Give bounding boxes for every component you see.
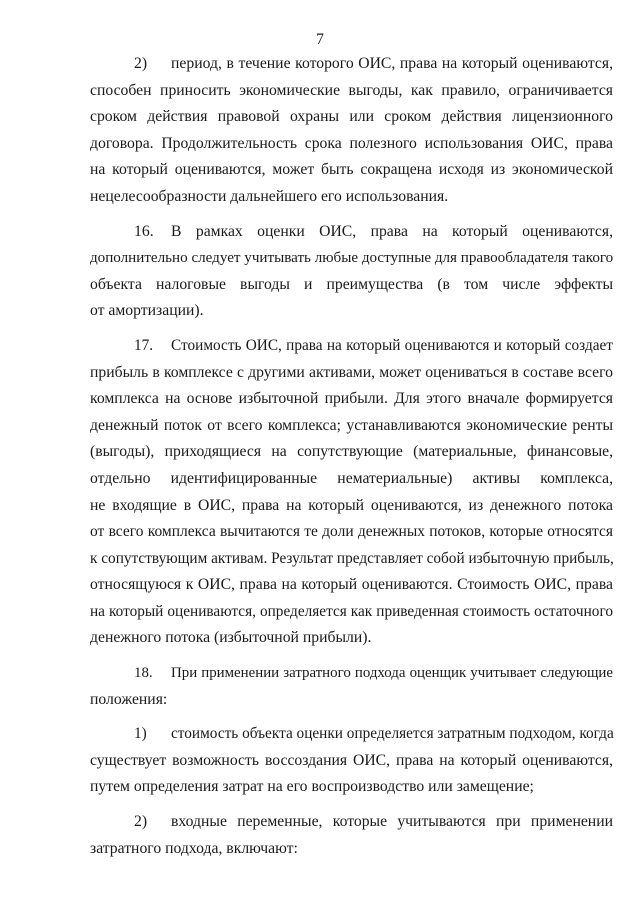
body-text (90, 51, 613, 870)
paragraph-line: путем определения затрат на его воспроизводство или замещение; (90, 778, 534, 796)
paragraph-line (90, 51, 613, 78)
paragraph-line: договора. Продолжительность срока полезного использования ОИС, права (90, 134, 613, 152)
paragraph-line: объекта налоговые выгоды и преимущества (в том числе эффекты (90, 275, 613, 293)
item-number: 2) (134, 55, 148, 72)
item-number: 16. (134, 222, 154, 240)
paragraph-line: положения: (90, 690, 168, 708)
paragraph-item-2-period (90, 51, 613, 211)
paragraph-line: сроком действия правовой охраны или сроком действия лицензионного (90, 108, 613, 126)
line-text: Стоимость ОИС, права на который оцениваются и который создает (171, 336, 613, 354)
paragraph-line: дополнительно следует учитывать любые доступные для правообладателя такого (90, 250, 614, 267)
item-number: 1) (134, 725, 147, 743)
line-text: В рамках оценки ОИС, права на который оцениваются, (171, 222, 613, 240)
item-number: 2) (134, 813, 148, 831)
paragraph-17 (90, 333, 613, 652)
line-text: При применении затратного подхода оценщик учитывает следующие (171, 665, 613, 682)
paragraph-line (90, 333, 613, 360)
paragraph-line: способен приносить экономические выгоды, как правило, ограничивается (90, 81, 613, 99)
paragraph-line: на который оцениваются, может быть сокращена исходя из экономической (90, 161, 613, 179)
paragraph-line: отдельно идентифицированные нематериальные) активы комплекса, (90, 469, 613, 487)
line-text: стоимость объекта оценки определяется затратным подходом, когда (171, 725, 614, 743)
line-text: входные переменные, которые учитываются при применении (171, 813, 613, 831)
paragraph-line: к сопутствующим активам. Результат представляет собой избыточную прибыль, (90, 549, 614, 567)
paragraph-line: денежный поток от всего комплекса; устанавливаются экономические ренты (90, 416, 613, 434)
item-number: 18. (134, 665, 153, 682)
page-number: 7 (316, 31, 324, 48)
paragraph-line (90, 660, 613, 687)
paragraph-line (90, 219, 613, 246)
paragraph-line: затратного подхода, включают: (90, 839, 298, 857)
paragraph-line: от всего комплекса вычитаются те доли денежных потоков, которые относятся (90, 523, 613, 541)
paragraph-line: комплекса на основе избыточной прибыли. Для этого вначале формируется (90, 390, 613, 408)
paragraph-18 (90, 660, 613, 713)
line-text: период, в течение которого ОИС, права на который оцениваются, (171, 55, 613, 72)
paragraph-line (90, 809, 613, 836)
paragraph-line (90, 721, 613, 748)
paragraph-line: от амортизации). (90, 302, 204, 320)
paragraph-line: (выгоды), приходящиеся на сопутствующие (материальные, финансовые, (90, 443, 613, 461)
paragraph-line: на который оцениваются, определяется как приведенная стоимость остаточного (90, 602, 613, 620)
paragraph-line: относящуюся к ОИС, права на который оцениваются. Стоимость ОИС, права (90, 576, 613, 594)
paragraph-item-2-inputs (90, 809, 613, 862)
paragraph-line: денежного потока (избыточной прибыли). (90, 629, 372, 647)
paragraph-line: нецелесообразности дальнейшего его использования. (90, 187, 449, 205)
paragraph-16 (90, 219, 613, 325)
paragraph-line: не входящие в ОИС, права на который оцениваются, из денежного потока (90, 496, 613, 514)
paragraph-line: существует возможность воссоздания ОИС, права на который оцениваются, (90, 751, 613, 769)
paragraph-line: прибыль в комплексе с другими активами, может оцениваться в составе всего (90, 363, 613, 381)
item-number: 17. (134, 336, 154, 354)
paragraph-item-1-cost (90, 721, 613, 801)
